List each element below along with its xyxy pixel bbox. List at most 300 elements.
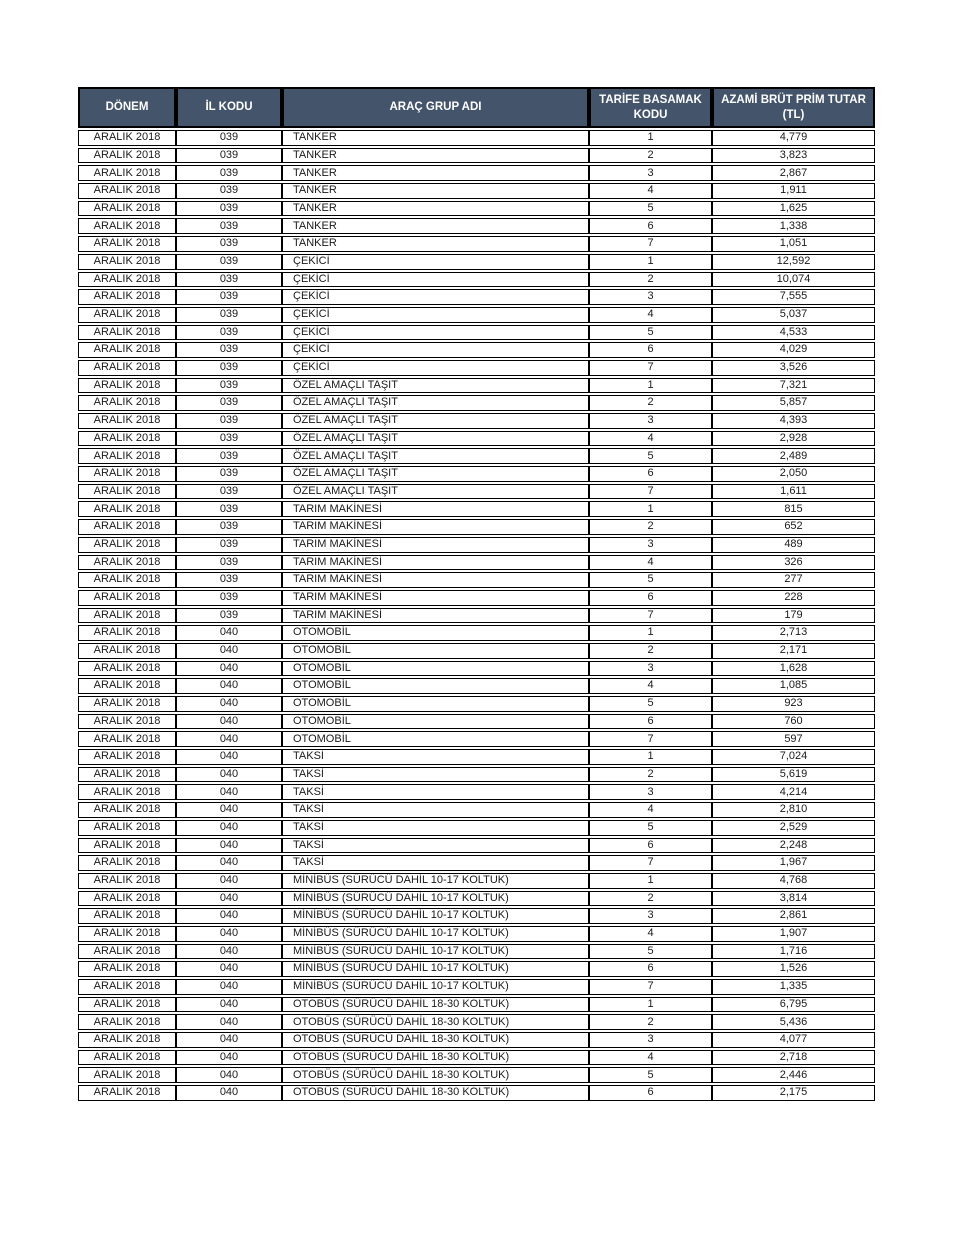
cell-azami-brut-prim-tutar: 1,911: [712, 183, 875, 199]
cell-tarife-basamak-kodu: 6: [589, 961, 712, 977]
table-row: [78, 802, 875, 818]
cell-il-kodu: 040: [176, 784, 282, 800]
cell-tarife-basamak-kodu: 4: [589, 926, 712, 942]
cell-donem: ARALIK 2018: [78, 466, 176, 482]
cell-azami-brut-prim-tutar: 2,718: [712, 1050, 875, 1066]
cell-arac-grup-adi: TAKSİ: [282, 855, 589, 871]
cell-tarife-basamak-kodu: 2: [589, 891, 712, 907]
cell-arac-grup-adi: ÇEKİCİ: [282, 289, 589, 305]
cell-azami-brut-prim-tutar: 2,248: [712, 838, 875, 854]
table-row: [78, 944, 875, 960]
cell-il-kodu: 039: [176, 395, 282, 411]
cell-il-kodu: 039: [176, 272, 282, 288]
cell-arac-grup-adi: ÖZEL AMAÇLI TAŞIT: [282, 484, 589, 500]
cell-arac-grup-adi: TAKSİ: [282, 802, 589, 818]
cell-arac-grup-adi: ÖZEL AMAÇLI TAŞIT: [282, 378, 589, 394]
cell-azami-brut-prim-tutar: 2,529: [712, 820, 875, 836]
table-row: [78, 555, 875, 571]
cell-donem: ARALIK 2018: [78, 201, 176, 217]
cell-tarife-basamak-kodu: 6: [589, 838, 712, 854]
cell-azami-brut-prim-tutar: 7,555: [712, 289, 875, 305]
cell-tarife-basamak-kodu: 7: [589, 855, 712, 871]
cell-donem: ARALIK 2018: [78, 961, 176, 977]
cell-arac-grup-adi: MİNİBÜS (SÜRÜCÜ DAHİL 10-17 KOLTUK): [282, 961, 589, 977]
cell-il-kodu: 040: [176, 820, 282, 836]
cell-donem: ARALIK 2018: [78, 784, 176, 800]
cell-tarife-basamak-kodu: 7: [589, 484, 712, 500]
table-row: [78, 378, 875, 394]
cell-tarife-basamak-kodu: 2: [589, 519, 712, 535]
cell-tarife-basamak-kodu: 3: [589, 1032, 712, 1048]
cell-arac-grup-adi: TANKER: [282, 165, 589, 181]
cell-il-kodu: 040: [176, 714, 282, 730]
cell-il-kodu: 039: [176, 342, 282, 358]
cell-donem: ARALIK 2018: [78, 484, 176, 500]
cell-tarife-basamak-kodu: 3: [589, 661, 712, 677]
tariff-table: [78, 85, 875, 1103]
cell-il-kodu: 040: [176, 731, 282, 747]
cell-il-kodu: 040: [176, 1085, 282, 1101]
cell-arac-grup-adi: OTOMOBİL: [282, 661, 589, 677]
cell-tarife-basamak-kodu: 1: [589, 254, 712, 270]
table-row: [78, 325, 875, 341]
cell-azami-brut-prim-tutar: 4,029: [712, 342, 875, 358]
cell-il-kodu: 040: [176, 625, 282, 641]
cell-tarife-basamak-kodu: 3: [589, 537, 712, 553]
table-row: [78, 466, 875, 482]
cell-donem: ARALIK 2018: [78, 625, 176, 641]
cell-azami-brut-prim-tutar: 228: [712, 590, 875, 606]
table-row: [78, 696, 875, 712]
table-row: [78, 1067, 875, 1083]
table-row: [78, 979, 875, 995]
column-header-label: TARİFE BASAMAK: [599, 93, 702, 106]
cell-arac-grup-adi: TANKER: [282, 218, 589, 234]
column-header-label: DÖNEM: [105, 101, 149, 113]
cell-tarife-basamak-kodu: 5: [589, 325, 712, 341]
cell-donem: ARALIK 2018: [78, 272, 176, 288]
cell-azami-brut-prim-tutar: 923: [712, 696, 875, 712]
cell-donem: ARALIK 2018: [78, 448, 176, 464]
cell-azami-brut-prim-tutar: 6,795: [712, 997, 875, 1013]
table-row: [78, 855, 875, 871]
cell-il-kodu: 040: [176, 661, 282, 677]
cell-il-kodu: 040: [176, 696, 282, 712]
cell-arac-grup-adi: TAKSİ: [282, 784, 589, 800]
cell-azami-brut-prim-tutar: 1,338: [712, 218, 875, 234]
cell-donem: ARALIK 2018: [78, 537, 176, 553]
cell-il-kodu: 040: [176, 838, 282, 854]
table-row: [78, 749, 875, 765]
cell-arac-grup-adi: MİNİBÜS (SÜRÜCÜ DAHİL 10-17 KOLTUK): [282, 926, 589, 942]
cell-arac-grup-adi: TANKER: [282, 201, 589, 217]
cell-tarife-basamak-kodu: 4: [589, 307, 712, 323]
cell-il-kodu: 039: [176, 590, 282, 606]
cell-arac-grup-adi: ÖZEL AMAÇLI TAŞIT: [282, 466, 589, 482]
cell-donem: ARALIK 2018: [78, 501, 176, 517]
cell-tarife-basamak-kodu: 4: [589, 802, 712, 818]
cell-il-kodu: 040: [176, 873, 282, 889]
cell-tarife-basamak-kodu: 7: [589, 236, 712, 252]
cell-il-kodu: 039: [176, 218, 282, 234]
cell-arac-grup-adi: TARIM MAKİNESİ: [282, 537, 589, 553]
cell-il-kodu: 040: [176, 1050, 282, 1066]
column-header-label: KODU: [633, 108, 668, 121]
cell-il-kodu: 040: [176, 961, 282, 977]
cell-azami-brut-prim-tutar: 179: [712, 608, 875, 624]
cell-il-kodu: 039: [176, 431, 282, 447]
table-row: [78, 519, 875, 535]
table-row: [78, 590, 875, 606]
cell-tarife-basamak-kodu: 6: [589, 218, 712, 234]
cell-il-kodu: 039: [176, 201, 282, 217]
column-header-label: ARAÇ GRUP ADI: [389, 101, 482, 113]
cell-azami-brut-prim-tutar: 489: [712, 537, 875, 553]
cell-donem: ARALIK 2018: [78, 838, 176, 854]
cell-il-kodu: 040: [176, 749, 282, 765]
cell-arac-grup-adi: MİNİBÜS (SÜRÜCÜ DAHİL 10-17 KOLTUK): [282, 891, 589, 907]
cell-arac-grup-adi: OTOBÜS (SÜRÜCÜ DAHİL 18-30 KOLTUK): [282, 1067, 589, 1083]
cell-il-kodu: 040: [176, 1032, 282, 1048]
cell-il-kodu: 039: [176, 148, 282, 164]
cell-arac-grup-adi: ÇEKİCİ: [282, 272, 589, 288]
table-row: [78, 731, 875, 747]
cell-tarife-basamak-kodu: 1: [589, 130, 712, 146]
cell-il-kodu: 039: [176, 519, 282, 535]
column-header-label: (TL): [782, 108, 805, 121]
cell-azami-brut-prim-tutar: 4,533: [712, 325, 875, 341]
cell-arac-grup-adi: TANKER: [282, 148, 589, 164]
cell-tarife-basamak-kodu: 2: [589, 272, 712, 288]
cell-donem: ARALIK 2018: [78, 1032, 176, 1048]
cell-donem: ARALIK 2018: [78, 236, 176, 252]
cell-il-kodu: 039: [176, 501, 282, 517]
table-row: [78, 130, 875, 146]
cell-il-kodu: 040: [176, 908, 282, 924]
table-row: [78, 431, 875, 447]
table-row: [78, 678, 875, 694]
cell-azami-brut-prim-tutar: 5,037: [712, 307, 875, 323]
cell-azami-brut-prim-tutar: 4,214: [712, 784, 875, 800]
cell-tarife-basamak-kodu: 7: [589, 608, 712, 624]
cell-il-kodu: 039: [176, 183, 282, 199]
cell-donem: ARALIK 2018: [78, 148, 176, 164]
column-header-label: İL KODU: [205, 101, 253, 113]
table-header-row: [78, 87, 875, 128]
table-row: [78, 272, 875, 288]
cell-il-kodu: 040: [176, 767, 282, 783]
cell-donem: ARALIK 2018: [78, 820, 176, 836]
cell-azami-brut-prim-tutar: 652: [712, 519, 875, 535]
cell-donem: ARALIK 2018: [78, 572, 176, 588]
cell-tarife-basamak-kodu: 6: [589, 590, 712, 606]
cell-arac-grup-adi: ÇEKİCİ: [282, 307, 589, 323]
cell-arac-grup-adi: OTOBÜS (SÜRÜCÜ DAHİL 18-30 KOLTUK): [282, 997, 589, 1013]
cell-arac-grup-adi: MİNİBÜS (SÜRÜCÜ DAHİL 10-17 KOLTUK): [282, 873, 589, 889]
cell-arac-grup-adi: OTOBÜS (SÜRÜCÜ DAHİL 18-30 KOLTUK): [282, 1050, 589, 1066]
cell-tarife-basamak-kodu: 7: [589, 731, 712, 747]
cell-arac-grup-adi: OTOMOBİL: [282, 696, 589, 712]
cell-arac-grup-adi: ÖZEL AMAÇLI TAŞIT: [282, 431, 589, 447]
cell-azami-brut-prim-tutar: 326: [712, 555, 875, 571]
cell-tarife-basamak-kodu: 1: [589, 625, 712, 641]
cell-il-kodu: 039: [176, 307, 282, 323]
cell-il-kodu: 039: [176, 572, 282, 588]
cell-azami-brut-prim-tutar: 1,335: [712, 979, 875, 995]
cell-arac-grup-adi: TARIM MAKİNESİ: [282, 590, 589, 606]
cell-tarife-basamak-kodu: 2: [589, 395, 712, 411]
cell-arac-grup-adi: OTOBÜS (SÜRÜCÜ DAHİL 18-30 KOLTUK): [282, 1032, 589, 1048]
column-header-tarife-basamak-kodu: [589, 87, 712, 128]
cell-tarife-basamak-kodu: 6: [589, 466, 712, 482]
cell-azami-brut-prim-tutar: 277: [712, 572, 875, 588]
table-row: [78, 165, 875, 181]
cell-donem: ARALIK 2018: [78, 1014, 176, 1030]
cell-azami-brut-prim-tutar: 5,436: [712, 1014, 875, 1030]
cell-donem: ARALIK 2018: [78, 307, 176, 323]
cell-tarife-basamak-kodu: 1: [589, 378, 712, 394]
cell-il-kodu: 040: [176, 643, 282, 659]
cell-donem: ARALIK 2018: [78, 855, 176, 871]
cell-tarife-basamak-kodu: 7: [589, 979, 712, 995]
cell-arac-grup-adi: MİNİBÜS (SÜRÜCÜ DAHİL 10-17 KOLTUK): [282, 944, 589, 960]
cell-arac-grup-adi: ÇEKİCİ: [282, 360, 589, 376]
cell-il-kodu: 039: [176, 236, 282, 252]
cell-donem: ARALIK 2018: [78, 731, 176, 747]
cell-donem: ARALIK 2018: [78, 413, 176, 429]
cell-arac-grup-adi: TARIM MAKİNESİ: [282, 519, 589, 535]
cell-tarife-basamak-kodu: 1: [589, 997, 712, 1013]
cell-azami-brut-prim-tutar: 3,814: [712, 891, 875, 907]
cell-arac-grup-adi: OTOMOBİL: [282, 625, 589, 641]
cell-tarife-basamak-kodu: 2: [589, 767, 712, 783]
cell-azami-brut-prim-tutar: 7,321: [712, 378, 875, 394]
cell-arac-grup-adi: OTOMOBİL: [282, 714, 589, 730]
cell-il-kodu: 039: [176, 165, 282, 181]
table-row: [78, 501, 875, 517]
cell-donem: ARALIK 2018: [78, 1085, 176, 1101]
cell-azami-brut-prim-tutar: 12,592: [712, 254, 875, 270]
cell-donem: ARALIK 2018: [78, 254, 176, 270]
cell-donem: ARALIK 2018: [78, 395, 176, 411]
table-row: [78, 148, 875, 164]
table-row: [78, 873, 875, 889]
cell-tarife-basamak-kodu: 1: [589, 749, 712, 765]
cell-arac-grup-adi: OTOMOBİL: [282, 678, 589, 694]
cell-il-kodu: 040: [176, 855, 282, 871]
cell-donem: ARALIK 2018: [78, 130, 176, 146]
table-row: [78, 360, 875, 376]
table-row: [78, 1032, 875, 1048]
table-row: [78, 572, 875, 588]
cell-azami-brut-prim-tutar: 3,526: [712, 360, 875, 376]
cell-tarife-basamak-kodu: 5: [589, 201, 712, 217]
cell-arac-grup-adi: TAKSİ: [282, 749, 589, 765]
cell-donem: ARALIK 2018: [78, 908, 176, 924]
cell-arac-grup-adi: OTOMOBİL: [282, 731, 589, 747]
cell-il-kodu: 039: [176, 378, 282, 394]
cell-azami-brut-prim-tutar: 2,446: [712, 1067, 875, 1083]
cell-arac-grup-adi: TANKER: [282, 236, 589, 252]
cell-il-kodu: 039: [176, 130, 282, 146]
cell-azami-brut-prim-tutar: 10,074: [712, 272, 875, 288]
cell-arac-grup-adi: TARIM MAKİNESİ: [282, 608, 589, 624]
cell-tarife-basamak-kodu: 4: [589, 431, 712, 447]
cell-il-kodu: 039: [176, 484, 282, 500]
cell-donem: ARALIK 2018: [78, 643, 176, 659]
cell-il-kodu: 040: [176, 891, 282, 907]
cell-arac-grup-adi: OTOBÜS (SÜRÜCÜ DAHİL 18-30 KOLTUK): [282, 1014, 589, 1030]
table-row: [78, 537, 875, 553]
column-header-donem: [78, 87, 176, 128]
cell-tarife-basamak-kodu: 6: [589, 714, 712, 730]
table-row: [78, 714, 875, 730]
cell-donem: ARALIK 2018: [78, 218, 176, 234]
cell-donem: ARALIK 2018: [78, 997, 176, 1013]
cell-azami-brut-prim-tutar: 4,393: [712, 413, 875, 429]
cell-tarife-basamak-kodu: 4: [589, 555, 712, 571]
cell-tarife-basamak-kodu: 4: [589, 183, 712, 199]
cell-il-kodu: 040: [176, 944, 282, 960]
column-header-il-kodu: [176, 87, 282, 128]
cell-arac-grup-adi: ÇEKİCİ: [282, 254, 589, 270]
table-row: [78, 908, 875, 924]
cell-arac-grup-adi: MİNİBÜS (SÜRÜCÜ DAHİL 10-17 KOLTUK): [282, 979, 589, 995]
cell-il-kodu: 039: [176, 466, 282, 482]
cell-donem: ARALIK 2018: [78, 944, 176, 960]
cell-il-kodu: 040: [176, 1014, 282, 1030]
cell-donem: ARALIK 2018: [78, 696, 176, 712]
cell-donem: ARALIK 2018: [78, 289, 176, 305]
cell-il-kodu: 040: [176, 997, 282, 1013]
table-row: [78, 307, 875, 323]
cell-il-kodu: 039: [176, 555, 282, 571]
table-row: [78, 289, 875, 305]
cell-azami-brut-prim-tutar: 2,928: [712, 431, 875, 447]
column-header-label: AZAMİ BRÜT PRİM TUTAR: [721, 93, 866, 106]
cell-tarife-basamak-kodu: 1: [589, 873, 712, 889]
cell-il-kodu: 039: [176, 360, 282, 376]
cell-il-kodu: 039: [176, 448, 282, 464]
cell-il-kodu: 039: [176, 289, 282, 305]
table-row: [78, 484, 875, 500]
table-row: [78, 342, 875, 358]
cell-arac-grup-adi: ÇEKİCİ: [282, 342, 589, 358]
table-row: [78, 661, 875, 677]
table-row: [78, 183, 875, 199]
table-row: [78, 625, 875, 641]
tariff-table-container: [78, 85, 875, 1103]
column-header-azami-brut-prim-tutar: [712, 87, 875, 128]
cell-tarife-basamak-kodu: 7: [589, 360, 712, 376]
cell-donem: ARALIK 2018: [78, 767, 176, 783]
cell-donem: ARALIK 2018: [78, 431, 176, 447]
cell-donem: ARALIK 2018: [78, 183, 176, 199]
cell-il-kodu: 039: [176, 254, 282, 270]
cell-tarife-basamak-kodu: 5: [589, 572, 712, 588]
cell-arac-grup-adi: TARIM MAKİNESİ: [282, 501, 589, 517]
cell-tarife-basamak-kodu: 1: [589, 501, 712, 517]
cell-azami-brut-prim-tutar: 2,713: [712, 625, 875, 641]
cell-arac-grup-adi: ÖZEL AMAÇLI TAŞIT: [282, 448, 589, 464]
cell-tarife-basamak-kodu: 3: [589, 289, 712, 305]
cell-donem: ARALIK 2018: [78, 325, 176, 341]
cell-donem: ARALIK 2018: [78, 608, 176, 624]
cell-donem: ARALIK 2018: [78, 714, 176, 730]
cell-donem: ARALIK 2018: [78, 926, 176, 942]
cell-azami-brut-prim-tutar: 2,810: [712, 802, 875, 818]
cell-donem: ARALIK 2018: [78, 555, 176, 571]
table-row: [78, 236, 875, 252]
cell-tarife-basamak-kodu: 2: [589, 148, 712, 164]
cell-donem: ARALIK 2018: [78, 1067, 176, 1083]
cell-azami-brut-prim-tutar: 4,768: [712, 873, 875, 889]
cell-azami-brut-prim-tutar: 815: [712, 501, 875, 517]
cell-donem: ARALIK 2018: [78, 590, 176, 606]
column-header-arac-grup-adi: [282, 87, 589, 128]
cell-il-kodu: 040: [176, 1067, 282, 1083]
cell-azami-brut-prim-tutar: 2,050: [712, 466, 875, 482]
cell-azami-brut-prim-tutar: 5,857: [712, 395, 875, 411]
cell-azami-brut-prim-tutar: 2,171: [712, 643, 875, 659]
cell-azami-brut-prim-tutar: 1,625: [712, 201, 875, 217]
cell-il-kodu: 039: [176, 413, 282, 429]
table-row: [78, 838, 875, 854]
table-row: [78, 448, 875, 464]
cell-tarife-basamak-kodu: 5: [589, 1067, 712, 1083]
cell-arac-grup-adi: ÖZEL AMAÇLI TAŞIT: [282, 395, 589, 411]
cell-tarife-basamak-kodu: 2: [589, 1014, 712, 1030]
cell-tarife-basamak-kodu: 5: [589, 944, 712, 960]
table-row: [78, 784, 875, 800]
cell-azami-brut-prim-tutar: 597: [712, 731, 875, 747]
cell-arac-grup-adi: TANKER: [282, 183, 589, 199]
cell-tarife-basamak-kodu: 3: [589, 908, 712, 924]
cell-azami-brut-prim-tutar: 7,024: [712, 749, 875, 765]
cell-il-kodu: 040: [176, 678, 282, 694]
cell-donem: ARALIK 2018: [78, 802, 176, 818]
cell-tarife-basamak-kodu: 3: [589, 165, 712, 181]
cell-arac-grup-adi: TANKER: [282, 130, 589, 146]
cell-donem: ARALIK 2018: [78, 378, 176, 394]
cell-il-kodu: 039: [176, 608, 282, 624]
table-row: [78, 997, 875, 1013]
table-row: [78, 1050, 875, 1066]
cell-il-kodu: 040: [176, 802, 282, 818]
table-row: [78, 961, 875, 977]
cell-azami-brut-prim-tutar: 2,861: [712, 908, 875, 924]
table-row: [78, 1085, 875, 1101]
cell-arac-grup-adi: MİNİBÜS (SÜRÜCÜ DAHİL 10-17 KOLTUK): [282, 908, 589, 924]
table-row: [78, 218, 875, 234]
table-row: [78, 254, 875, 270]
table-row: [78, 891, 875, 907]
cell-azami-brut-prim-tutar: 760: [712, 714, 875, 730]
cell-donem: ARALIK 2018: [78, 165, 176, 181]
cell-arac-grup-adi: TAKSİ: [282, 820, 589, 836]
cell-arac-grup-adi: TAKSİ: [282, 767, 589, 783]
table-row: [78, 767, 875, 783]
cell-donem: ARALIK 2018: [78, 678, 176, 694]
cell-azami-brut-prim-tutar: 1,716: [712, 944, 875, 960]
cell-tarife-basamak-kodu: 4: [589, 1050, 712, 1066]
cell-azami-brut-prim-tutar: 1,907: [712, 926, 875, 942]
table-row: [78, 201, 875, 217]
cell-donem: ARALIK 2018: [78, 661, 176, 677]
table-row: [78, 608, 875, 624]
table-row: [78, 926, 875, 942]
cell-azami-brut-prim-tutar: 1,611: [712, 484, 875, 500]
